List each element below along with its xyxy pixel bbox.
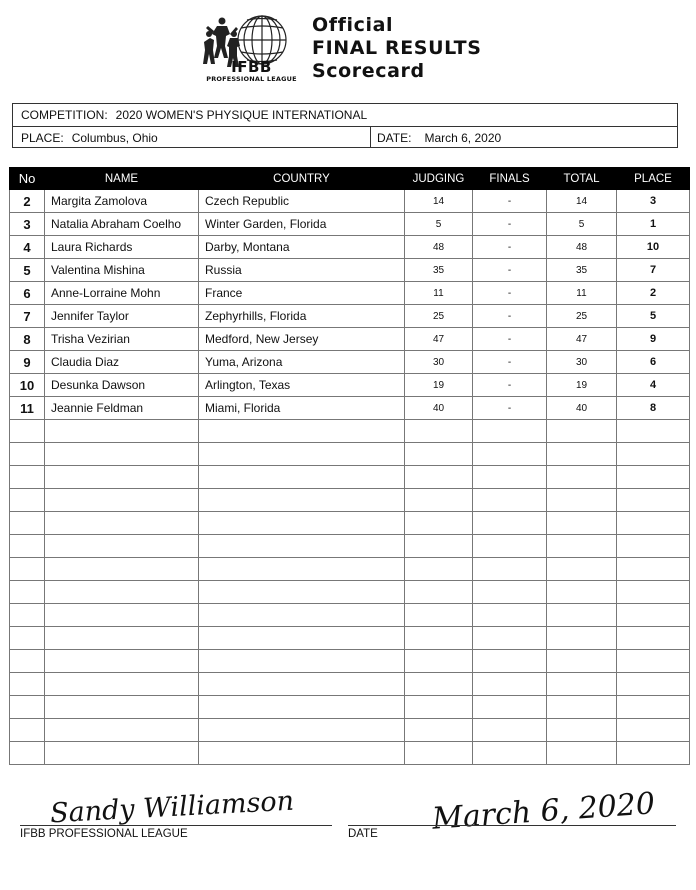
cell-no-empty (10, 581, 45, 604)
results-body (10, 190, 690, 765)
cell-name-empty (45, 604, 199, 627)
cell-name: Jennifer Taylor (45, 305, 199, 328)
cell-country-empty (199, 581, 405, 604)
table-row (10, 351, 690, 374)
cell-place: 8 (617, 397, 690, 420)
header-total: TOTAL (547, 168, 617, 190)
empty-table-row (10, 581, 690, 604)
cell-finals: - (473, 397, 547, 420)
competition-value: 2020 WOMEN'S PHYSIQUE INTERNATIONAL (115, 108, 368, 122)
empty-table-row (10, 558, 690, 581)
empty-table-row (10, 443, 690, 466)
cell-country-empty (199, 742, 405, 765)
cell-place-empty (617, 420, 690, 443)
logo-org: IFBB (231, 58, 272, 76)
table-header-row (10, 168, 690, 190)
cell-no-empty (10, 627, 45, 650)
header-judging: JUDGING (405, 168, 473, 190)
cell-total: 25 (547, 305, 617, 328)
cell-no: 11 (10, 397, 45, 420)
cell-no-empty (10, 604, 45, 627)
competition-info-box (12, 103, 678, 148)
cell-no-empty (10, 696, 45, 719)
cell-no-empty (10, 742, 45, 765)
cell-name-empty (45, 650, 199, 673)
empty-table-row (10, 742, 690, 765)
cell-no-empty (10, 466, 45, 489)
cell-country: Russia (199, 259, 405, 282)
cell-finals-empty (473, 443, 547, 466)
cell-total: 19 (547, 374, 617, 397)
date-signature-label: DATE (348, 828, 378, 840)
cell-country-empty (199, 466, 405, 489)
cell-total-empty (547, 581, 617, 604)
empty-table-row (10, 420, 690, 443)
empty-table-row (10, 627, 690, 650)
cell-total-empty (547, 558, 617, 581)
empty-table-row (10, 512, 690, 535)
cell-total: 11 (547, 282, 617, 305)
cell-total-empty (547, 696, 617, 719)
cell-total: 40 (547, 397, 617, 420)
cell-place: 1 (617, 213, 690, 236)
globe-icon (238, 16, 286, 64)
table-row (10, 305, 690, 328)
cell-place-empty (617, 719, 690, 742)
cell-place: 3 (617, 190, 690, 213)
cell-name-empty (45, 489, 199, 512)
org-signature-label: IFBB PROFESSIONAL LEAGUE (20, 828, 188, 840)
cell-no: 5 (10, 259, 45, 282)
header-name: NAME (45, 168, 199, 190)
cell-finals: - (473, 190, 547, 213)
competition-label: COMPETITION: (21, 108, 108, 122)
cell-no-empty (10, 443, 45, 466)
cell-total-empty (547, 420, 617, 443)
cell-name: Valentina Mishina (45, 259, 199, 282)
cell-finals: - (473, 305, 547, 328)
cell-place: 9 (617, 328, 690, 351)
cell-finals-empty (473, 489, 547, 512)
cell-country-empty (199, 420, 405, 443)
cell-name: Claudia Diaz (45, 351, 199, 374)
cell-judging-empty (405, 719, 473, 742)
cell-place-empty (617, 742, 690, 765)
cell-country: Yuma, Arizona (199, 351, 405, 374)
cell-no-empty (10, 512, 45, 535)
cell-name: Laura Richards (45, 236, 199, 259)
cell-finals-empty (473, 466, 547, 489)
table-row (10, 397, 690, 420)
cell-no: 7 (10, 305, 45, 328)
cell-no: 3 (10, 213, 45, 236)
cell-total: 5 (547, 213, 617, 236)
cell-name: Desunka Dawson (45, 374, 199, 397)
cell-judging: 11 (405, 282, 473, 305)
table-row (10, 259, 690, 282)
date-signature: March 6, 2020 (431, 786, 657, 837)
cell-name-empty (45, 420, 199, 443)
cell-finals: - (473, 259, 547, 282)
cell-place-empty (617, 558, 690, 581)
empty-table-row (10, 719, 690, 742)
cell-name-empty (45, 535, 199, 558)
header-finals: FINALS (473, 168, 547, 190)
cell-judging-empty (405, 696, 473, 719)
cell-country: France (199, 282, 405, 305)
cell-place-empty (617, 604, 690, 627)
place-value: Columbus, Ohio (71, 130, 158, 145)
cell-country-empty (199, 558, 405, 581)
cell-total: 30 (547, 351, 617, 374)
cell-country: Medford, New Jersey (199, 328, 405, 351)
cell-name-empty (45, 558, 199, 581)
cell-place-empty (617, 581, 690, 604)
cell-country-empty (199, 443, 405, 466)
cell-place-empty (617, 627, 690, 650)
cell-no-empty (10, 489, 45, 512)
cell-judging: 14 (405, 190, 473, 213)
cell-no: 2 (10, 190, 45, 213)
cell-judging-empty (405, 466, 473, 489)
cell-total-empty (547, 443, 617, 466)
cell-judging-empty (405, 673, 473, 696)
empty-table-row (10, 673, 690, 696)
cell-judging: 30 (405, 351, 473, 374)
cell-finals: - (473, 328, 547, 351)
cell-place: 10 (617, 236, 690, 259)
cell-place-empty (617, 443, 690, 466)
header-country: COUNTRY (199, 168, 405, 190)
cell-judging-empty (405, 742, 473, 765)
cell-place: 2 (617, 282, 690, 305)
cell-finals-empty (473, 742, 547, 765)
cell-place: 7 (617, 259, 690, 282)
cell-finals-empty (473, 650, 547, 673)
cell-no: 4 (10, 236, 45, 259)
cell-no-empty (10, 558, 45, 581)
page-title (312, 14, 482, 83)
cell-finals-empty (473, 696, 547, 719)
empty-table-row (10, 466, 690, 489)
cell-country: Czech Republic (199, 190, 405, 213)
cell-place-empty (617, 489, 690, 512)
cell-name-empty (45, 443, 199, 466)
cell-no: 6 (10, 282, 45, 305)
cell-total: 47 (547, 328, 617, 351)
table-row (10, 190, 690, 213)
cell-country: Arlington, Texas (199, 374, 405, 397)
cell-judging-empty (405, 489, 473, 512)
cell-finals: - (473, 351, 547, 374)
cell-total-empty (547, 742, 617, 765)
cell-finals-empty (473, 719, 547, 742)
cell-judging-empty (405, 604, 473, 627)
cell-place-empty (617, 535, 690, 558)
cell-judging: 40 (405, 397, 473, 420)
cell-no: 10 (10, 374, 45, 397)
info-divider (370, 127, 371, 148)
cell-place-empty (617, 673, 690, 696)
cell-total-empty (547, 650, 617, 673)
cell-country-empty (199, 512, 405, 535)
title-line-2: FINAL RESULTS (312, 37, 482, 59)
cell-country: Miami, Florida (199, 397, 405, 420)
cell-no-empty (10, 719, 45, 742)
cell-name-empty (45, 719, 199, 742)
cell-total-empty (547, 512, 617, 535)
table-row (10, 236, 690, 259)
cell-name: Trisha Vezirian (45, 328, 199, 351)
cell-judging-empty (405, 512, 473, 535)
cell-no-empty (10, 420, 45, 443)
cell-total-empty (547, 627, 617, 650)
empty-table-row (10, 696, 690, 719)
cell-judging: 48 (405, 236, 473, 259)
competition-row (13, 104, 677, 127)
cell-finals-empty (473, 420, 547, 443)
cell-judging: 25 (405, 305, 473, 328)
cell-finals-empty (473, 604, 547, 627)
cell-total-empty (547, 466, 617, 489)
cell-country: Darby, Montana (199, 236, 405, 259)
cell-finals-empty (473, 535, 547, 558)
cell-name: Anne-Lorraine Mohn (45, 282, 199, 305)
table-row (10, 282, 690, 305)
date-value: March 6, 2020 (424, 130, 502, 145)
cell-country-empty (199, 673, 405, 696)
logo-text (204, 60, 299, 83)
place-date-row (13, 127, 677, 148)
cell-place-empty (617, 466, 690, 489)
cell-judging: 19 (405, 374, 473, 397)
cell-total-empty (547, 489, 617, 512)
cell-name: Natalia Abraham Coelho (45, 213, 199, 236)
cell-total-empty (547, 719, 617, 742)
cell-finals-empty (473, 673, 547, 696)
cell-judging-empty (405, 420, 473, 443)
cell-judging: 5 (405, 213, 473, 236)
judge-signature: Sandy Williamson (49, 785, 295, 830)
cell-total-empty (547, 604, 617, 627)
cell-no: 9 (10, 351, 45, 374)
cell-country-empty (199, 535, 405, 558)
cell-place: 6 (617, 351, 690, 374)
cell-finals: - (473, 236, 547, 259)
cell-country-empty (199, 604, 405, 627)
table-row (10, 213, 690, 236)
cell-total-empty (547, 673, 617, 696)
results-table (9, 167, 690, 765)
cell-finals-empty (473, 512, 547, 535)
cell-finals-empty (473, 627, 547, 650)
cell-country-empty (199, 627, 405, 650)
table-row (10, 374, 690, 397)
cell-total: 35 (547, 259, 617, 282)
signature-line-date (348, 825, 676, 826)
cell-country-empty (199, 719, 405, 742)
cell-name-empty (45, 696, 199, 719)
date-label: DATE: (377, 130, 412, 145)
cell-finals: - (473, 282, 547, 305)
cell-judging: 35 (405, 259, 473, 282)
cell-name: Margita Zamolova (45, 190, 199, 213)
cell-country-empty (199, 696, 405, 719)
cell-name-empty (45, 742, 199, 765)
cell-finals-empty (473, 558, 547, 581)
cell-judging-empty (405, 443, 473, 466)
header-place: PLACE (617, 168, 690, 190)
cell-judging-empty (405, 581, 473, 604)
empty-table-row (10, 489, 690, 512)
cell-country: Winter Garden, Florida (199, 213, 405, 236)
logo-subtitle: PROFESSIONAL LEAGUE (206, 75, 297, 83)
cell-total: 14 (547, 190, 617, 213)
title-line-1: Official (312, 14, 394, 36)
cell-place-empty (617, 512, 690, 535)
cell-no-empty (10, 673, 45, 696)
signature-line-org (20, 825, 332, 826)
cell-total-empty (547, 535, 617, 558)
cell-finals: - (473, 213, 547, 236)
cell-country-empty (199, 650, 405, 673)
cell-finals-empty (473, 581, 547, 604)
header-no: No (10, 168, 45, 190)
cell-place: 5 (617, 305, 690, 328)
cell-name-empty (45, 466, 199, 489)
empty-table-row (10, 535, 690, 558)
cell-no-empty (10, 650, 45, 673)
cell-place: 4 (617, 374, 690, 397)
cell-judging-empty (405, 558, 473, 581)
cell-place-empty (617, 696, 690, 719)
cell-judging-empty (405, 535, 473, 558)
cell-name-empty (45, 627, 199, 650)
cell-name-empty (45, 673, 199, 696)
cell-finals: - (473, 374, 547, 397)
cell-name: Jeannie Feldman (45, 397, 199, 420)
cell-judging: 47 (405, 328, 473, 351)
place-label: PLACE: (21, 130, 64, 145)
cell-no: 8 (10, 328, 45, 351)
cell-judging-empty (405, 650, 473, 673)
table-row (10, 328, 690, 351)
cell-no-empty (10, 535, 45, 558)
cell-name-empty (45, 512, 199, 535)
cell-judging-empty (405, 627, 473, 650)
cell-country: Zephyrhills, Florida (199, 305, 405, 328)
empty-table-row (10, 650, 690, 673)
cell-place-empty (617, 650, 690, 673)
cell-total: 48 (547, 236, 617, 259)
empty-table-row (10, 604, 690, 627)
title-line-3: Scorecard (312, 60, 425, 82)
cell-name-empty (45, 581, 199, 604)
cell-country-empty (199, 489, 405, 512)
